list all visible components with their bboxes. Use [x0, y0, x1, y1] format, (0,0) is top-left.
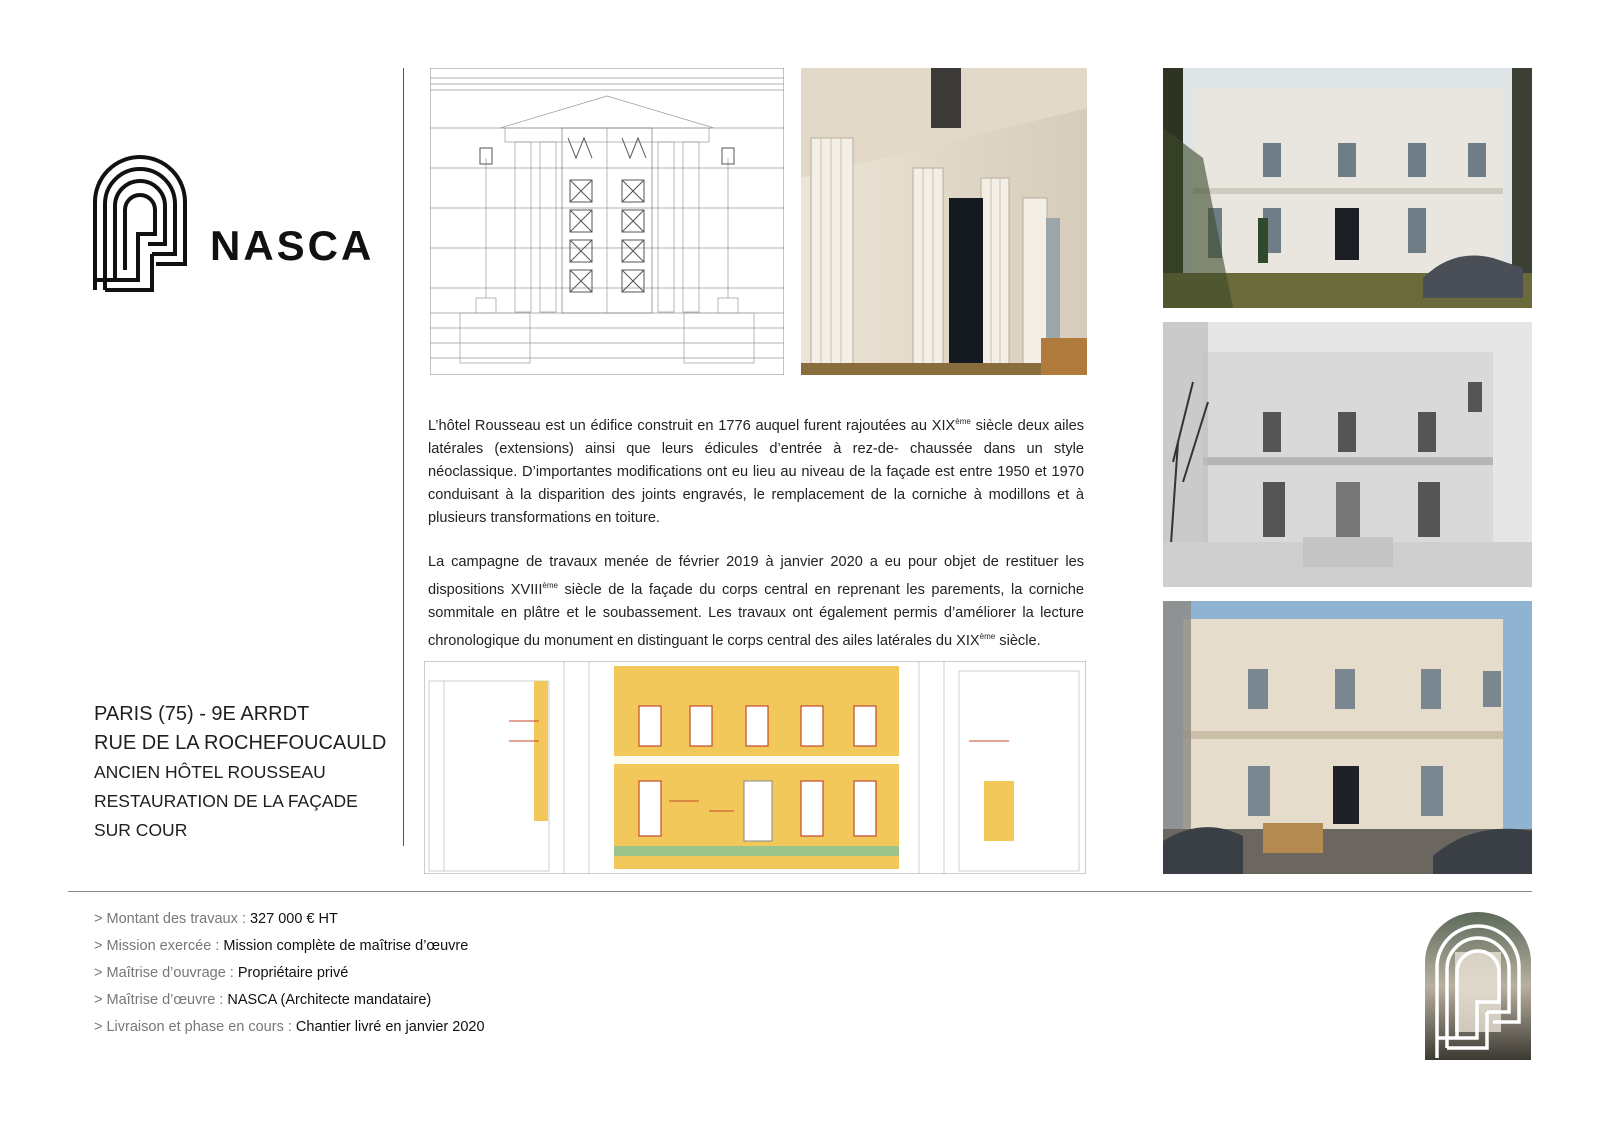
- restoration-plan-drawing: [424, 661, 1086, 874]
- description-paragraph-1: L’hôtel Rousseau est un édifice construit en 1776 auquel furent rajoutées au XIXème siècle deux ailes latérales (extensions) ainsi que leurs édicules d’entrée à rez-de- chaussée dans un style néoclassique. D’importantes modifications ont eu lieu au niveau de la façade est entre 1950 et 1970 conduisant à la disparition des joints engravés, le remplacement de la corniche à modillons et à plusieurs transformations en toiture.: [428, 417, 1084, 526]
- project-work-scope: SUR COUR: [94, 820, 188, 840]
- description-paragraph-2: La campagne de travaux menée de février 2019 à janvier 2020 a eu pour objet de restituer les dispositions XVIIIème siècle de la façade du corps central en reprenant les parements, la corniche sommitale en plâtre et le soubassement. Les travaux ont également permis d’améliorer la lecture chronologique du monument en distinguant le corps central des ailes latérales du XIXème siècle.: [428, 554, 1084, 649]
- fact-architect: > Maîtrise d’œuvre : NASCA (Architecte mandataire): [94, 992, 432, 1008]
- horizontal-divider: [68, 891, 1532, 892]
- brand-name: NASCA: [210, 222, 375, 269]
- project-description: [428, 410, 1084, 674]
- nasca-logo-icon: [92, 154, 188, 292]
- fact-delivery: > Livraison et phase en cours : Chantier livré en janvier 2020: [94, 1019, 485, 1035]
- project-title: [94, 700, 394, 845]
- nasca-logo-photo-icon: [1425, 912, 1531, 1060]
- fact-mission: > Mission exercée : Mission complète de maîtrise d’œuvre: [94, 938, 469, 954]
- facade-detail-photo: [801, 68, 1087, 375]
- photo-after-works: [1163, 601, 1532, 874]
- vertical-divider: [403, 68, 404, 846]
- archive-photo: [1163, 322, 1532, 587]
- fact-budget: > Montant des travaux : 327 000 € HT: [94, 911, 338, 927]
- project-work-type: RESTAURATION DE LA FAÇADE: [94, 791, 358, 811]
- project-building: ANCIEN HÔTEL ROUSSEAU: [94, 762, 326, 782]
- photo-before-works: [1163, 68, 1532, 308]
- project-facts: [94, 906, 485, 1041]
- project-location: PARIS (75) - 9E ARRDT: [94, 703, 310, 725]
- elevation-drawing: [430, 68, 784, 375]
- fact-client: > Maîtrise d’ouvrage : Propriétaire privé: [94, 965, 349, 981]
- project-street: RUE DE LA ROCHEFOUCAULD: [94, 732, 387, 754]
